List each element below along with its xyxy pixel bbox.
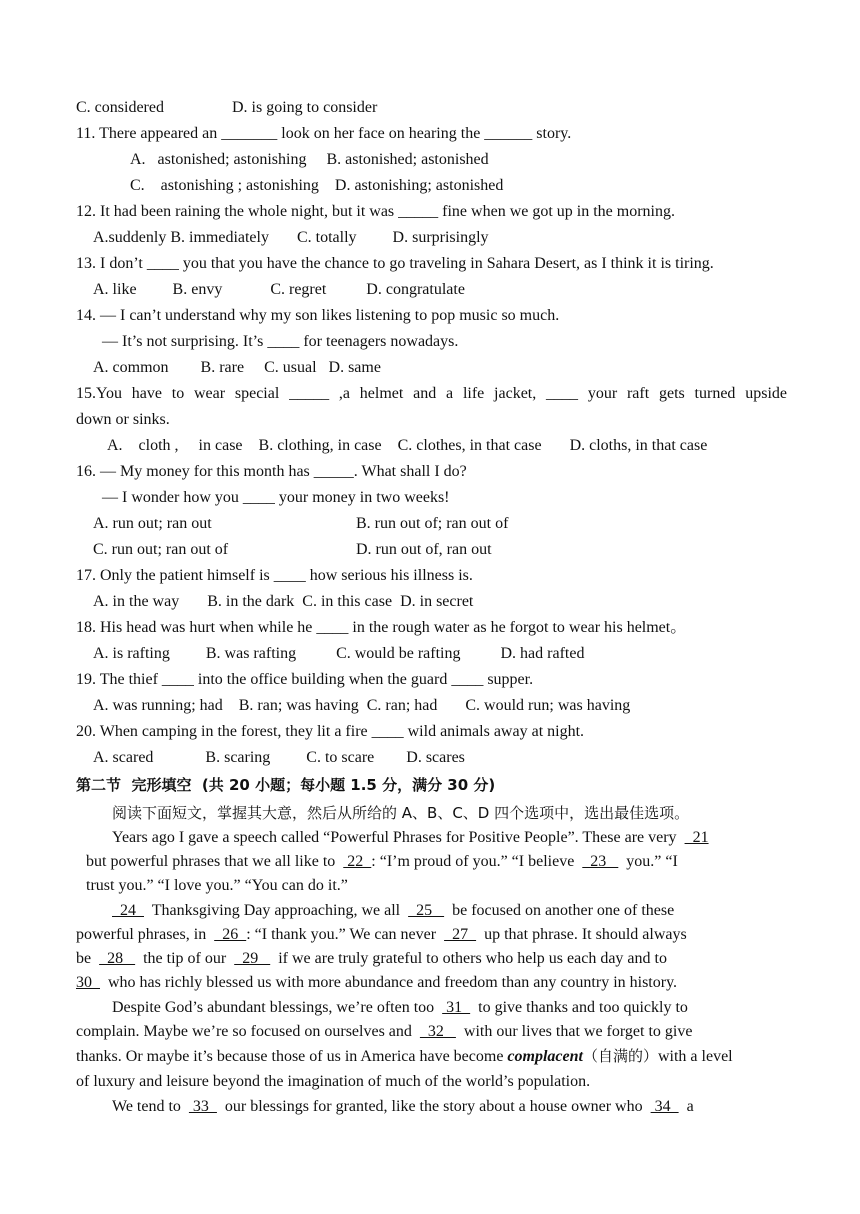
passage-text: powerful phrases, in	[76, 926, 207, 943]
blank-34[interactable]: 34	[650, 1098, 679, 1115]
passage-text: : “I’m proud of you.” “I believe	[371, 853, 575, 870]
passage-text: but powerful phrases that we all like to	[86, 853, 336, 870]
passage-text: who has richly blessed us with more abundance and freedom than any country in history.	[108, 974, 678, 991]
blank-30[interactable]: 30	[76, 974, 100, 991]
passage-line	[76, 925, 687, 945]
passage-text: up that phrase. It should always	[484, 926, 687, 943]
option-line: A. like B. envy C. regret D. congratulate	[93, 281, 465, 298]
question-16: 16. — My money for this month has _____. What shall I do?	[76, 463, 467, 480]
option-line: C. astonishing ; astonishing D. astonishing; astonished	[130, 177, 504, 194]
question-16-reply: — I wonder how you ____ your money in two weeks!	[102, 489, 450, 506]
passage-text: We tend to	[112, 1098, 181, 1115]
blank-25[interactable]: 25	[408, 902, 445, 919]
option-line: A. cloth , in case B. clothing, in case C. clothes, in that case D. cloths, in that case	[107, 437, 708, 454]
blank-33[interactable]: 33	[188, 1098, 217, 1115]
blank-28[interactable]: 28	[99, 950, 136, 967]
section-heading: 第二节 完形填空 (共 20 小题；每小题 1.5 分，满分 30 分)	[76, 776, 496, 794]
option-line: A. in the way B. in the dark C. in this case D. in secret	[93, 593, 474, 610]
passage-text: Despite God’s abundant blessings, we’re often too	[112, 999, 435, 1016]
blank-24[interactable]: 24	[112, 902, 144, 919]
option-a: A. run out; ran out	[93, 515, 212, 532]
blank-23[interactable]: 23	[582, 853, 619, 870]
passage-line	[76, 1022, 692, 1042]
option-line: A. common B. rare C. usual D. same	[93, 359, 381, 376]
keyword-complacent: complacent	[507, 1048, 583, 1065]
question-12: 12. It had been raining the whole night, but it was _____ fine when we got up in the morning.	[76, 203, 675, 220]
passage-text: be	[76, 950, 92, 967]
passage-text: our blessings for granted, like the story about a house owner who	[224, 1098, 643, 1115]
passage-text: a	[686, 1098, 694, 1115]
passage-text: with a level	[657, 1048, 733, 1065]
passage-text: be focused on another one of these	[452, 902, 675, 919]
passage-line	[76, 1046, 733, 1066]
blank-27[interactable]: 27	[444, 926, 477, 943]
passage-text: the tip of our	[143, 950, 227, 967]
passage-text: : “I thank you.” We can never	[246, 926, 437, 943]
option-line: A. astonished; astonishing B. astonished; astonished	[130, 151, 489, 168]
passage-line	[112, 828, 709, 848]
question-20: 20. When camping in the forest, they lit a fire ____ wild animals away at night.	[76, 723, 585, 740]
passage-line	[76, 973, 677, 993]
question-17: 17. Only the patient himself is ____ how serious his illness is.	[76, 567, 473, 584]
option-b: B. run out of; ran out of	[356, 515, 509, 532]
passage-line	[86, 852, 678, 872]
question-15: 15.You have to wear special _____ ,a helmet and a life jacket, ____ your raft gets turned upside	[76, 385, 787, 402]
blank-26[interactable]: 26	[214, 926, 247, 943]
question-11: 11. There appeared an _______ look on her face on hearing the ______ story.	[76, 125, 572, 142]
option-d: D. run out of, ran out	[356, 541, 492, 558]
question-14: 14. — I can’t understand why my son likes listening to pop music so much.	[76, 307, 560, 324]
passage-text: with our lives that we forget to give	[463, 1023, 693, 1040]
passage-line	[76, 949, 667, 969]
section-instruction: 阅读下面短文，掌握其大意，然后从所给的 A、B、C、D 四个选项中，选出最佳选项。	[112, 804, 690, 822]
option-c: C. run out; ran out of	[93, 541, 229, 558]
blank-32[interactable]: 32	[419, 1023, 456, 1040]
chinese-gloss: （自满的）	[582, 1047, 658, 1065]
passage-text: if we are truly grateful to others who help us each day and to	[278, 950, 667, 967]
option-line: A. scared B. scaring C. to scare D. scares	[93, 749, 465, 766]
question-18: 18. His head was hurt when while he ____ in the rough water as he forgot to wear his helmet。	[76, 619, 687, 636]
blank-29[interactable]: 29	[234, 950, 271, 967]
passage-text: you.” “I	[626, 853, 678, 870]
blank-22[interactable]: 22	[343, 853, 372, 870]
option-line: A. is rafting B. was rafting C. would be rafting D. had rafted	[93, 645, 585, 662]
passage-line	[112, 998, 688, 1018]
option-line: A.suddenly B. immediately C. totally D. surprisingly	[93, 229, 489, 246]
passage-text: Thanksgiving Day approaching, we all	[151, 902, 401, 919]
question-19: 19. The thief ____ into the office building when the guard ____ supper.	[76, 671, 534, 688]
passage-line: trust you.” “I love you.” “You can do it.”	[86, 877, 348, 894]
passage-text: Years ago I gave a speech called “Powerful Phrases for Positive People”. These are very	[112, 829, 677, 846]
question-14-reply: — It’s not surprising. It’s ____ for teenagers nowadays.	[102, 333, 459, 350]
question-13: 13. I don’t ____ you that you have the chance to go traveling in Sahara Desert, as I think it is tiring.	[76, 255, 714, 272]
passage-line	[112, 1097, 694, 1117]
option-line: A. was running; had B. ran; was having C. ran; had C. would run; was having	[93, 697, 631, 714]
passage-line	[112, 901, 674, 921]
question-15-cont: down or sinks.	[76, 411, 170, 428]
option-line: C. considered D. is going to consider	[76, 99, 378, 116]
blank-31[interactable]: 31	[442, 999, 471, 1016]
passage-text: complain. Maybe we’re so focused on ourselves and	[76, 1023, 412, 1040]
blank-21[interactable]: 21	[684, 829, 709, 846]
passage-line: of luxury and leisure beyond the imagination of much of the world’s population.	[76, 1073, 591, 1090]
passage-text: thanks. Or maybe it’s because those of us in America have become	[76, 1048, 504, 1065]
passage-text: to give thanks and too quickly to	[478, 999, 688, 1016]
